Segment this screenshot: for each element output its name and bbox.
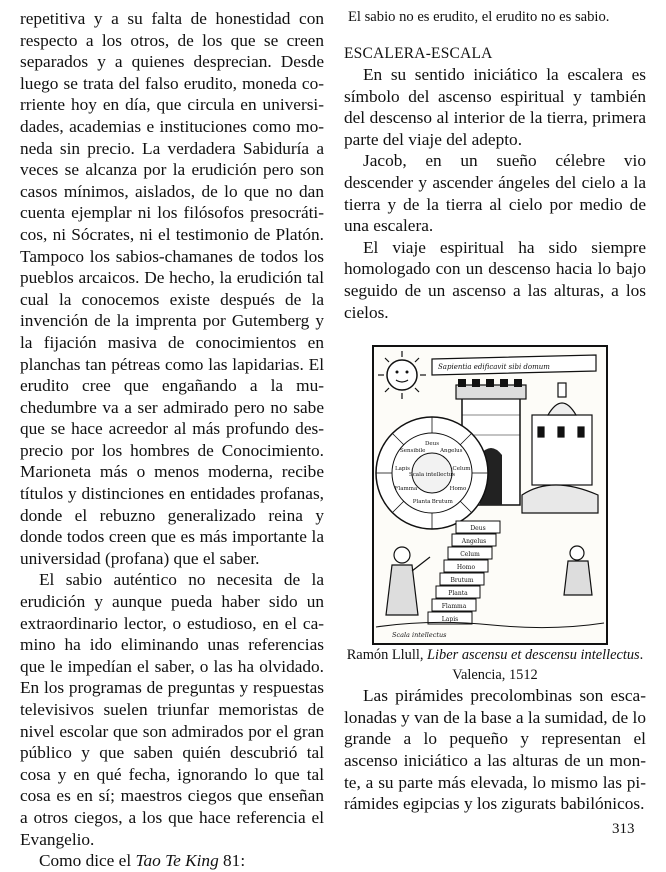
paragraph-tao-te-king [20,850,324,872]
stair-step-label: Angelus [461,538,487,546]
wheel-center-label: Scala intellectus [408,472,456,479]
stair-step-label: Planta [448,590,468,598]
paragraph-erudito: repetitiva y a su falta de honestidad con respecto a los otros, de los que se creen separados y a quienes desprecian. Desde luego se trata del falso erudito, moneda corriente hoy en día, que circula en universidades, academias e instituciones como moneda sin precio. La verdadera Sabiduría a veces se alcanza por la erudición pero son casos mínimos, aislados, de lo que no dan cuenta ejemplar ni los filósofos presocráticos, ni Sócrates, ni el testimonio de Platón. Tampoco los sabios-chamanes de todos los pueblos arcaicos. De hecho, la erudición tal cual la conocemos existe después de la invención de la imprenta por Gutemberg y la fijación masiva de conocimientos en planchas tan pétreas como las lapidarias. El erudito cree que engañando a la muchedumbre va a ser admirado pero no sabe que se hace acreedor al más profundo desprecio por los hombres de Conocimiento. Marioneta más o menos moderna, recibe títulos y distinciones en entidades profanas, donde el rebuzno generalizado reina y donde todos creen que es más importante la universidad (profana) que el saber. [20,9,324,568]
stair-step-label: Lapis [441,616,459,624]
stair-step-label: Flamma [441,603,467,611]
caption-author: Ramón Llull, [346,647,428,664]
wheel-word: Brutum [431,499,453,506]
wheel-word: Flamma [394,486,418,493]
tao-title: Tao Te King [135,851,219,871]
tao-prefix: Como dice el [39,851,136,871]
banner-scroll [432,355,596,375]
banner-text: Sapientia edificavit sibi domum [438,363,550,372]
paragraph-jacob: Jacob, en un sueño célebre vio descender y ascender ángeles del cielo a la tierra y de la tierra al cielo por medio de una escalera. [344,151,646,236]
wheel-word: Angelus [440,448,463,455]
woodcut-illustration [372,345,608,645]
caption-title: Liber ascensu et descensu intellectus [427,647,640,664]
paragraph-piramides: Las pirámides precolombinas son escalonadas y van de la base a la sumidad, de lo grande a lo pequeño y representan el ascenso iniciático a las alturas de un monte, a su parte más elevada, lo mismo las pirámides egipcias y los zigurats babilónicos. [344,686,646,814]
scala-intellectus-wheel [376,417,488,529]
paragraph-escalera: En su sentido iniciático la escalera es símbolo del ascenso espiritual y también del descenso al interior de la tierra, primera parte del viaje del adepto. [344,65,646,149]
llull-woodcut-figure [372,345,608,645]
tao-quote: El sabio no es erudito, el erudito no es sabio. [348,9,610,25]
paragraph-sabio-autentico: El sabio auténtico no necesita de la erudición y aunque pueda haber sido un extraordinario lector, o estudioso, en el camino ha ido eliminando unas referencias que le impedían el saber, o las ha olvidado. En los programas de preguntas y respuestas televisivos suelen triunfar memoristas de nivel escolar que son admirados por el gran público y que saben quién descubrió tal cosa y en qué fecha, ignorando lo que tal cosa es en sí; maestros ciegos que enseñan a otros ciegos, a los que hace referencia el Evangelio. [20,570,324,849]
wheel-word: Homo [449,486,467,493]
caption-place: . Valencia, 1512 [452,647,644,684]
tao-suffix: 81: [218,851,246,871]
wheel-word: Lapis [394,465,411,472]
left-column [20,8,324,872]
wheel-word: Celum [452,465,471,472]
stair-step-label: Deus [470,525,486,533]
stair-step-label: Homo [456,564,476,572]
section-heading: ESCALERA-ESCALA [344,45,493,62]
paragraph-viaje: El viaje espiritual ha sido siempre homologado con un descenso hacia lo bajo seguido de un ascenso a las alturas, a los cielos. [344,237,646,322]
wheel-word: Sensibile [399,448,426,455]
page-number: 313 [612,821,635,837]
right-column [344,8,646,815]
wheel-word: Planta [412,499,431,506]
stair-step-label: Brutum [450,577,474,585]
figure-caption [344,645,646,685]
bottom-step-label: Scala intellectus [392,631,447,640]
wheel-word: Deus [424,441,440,448]
stair-step-label: Celum [460,551,480,559]
